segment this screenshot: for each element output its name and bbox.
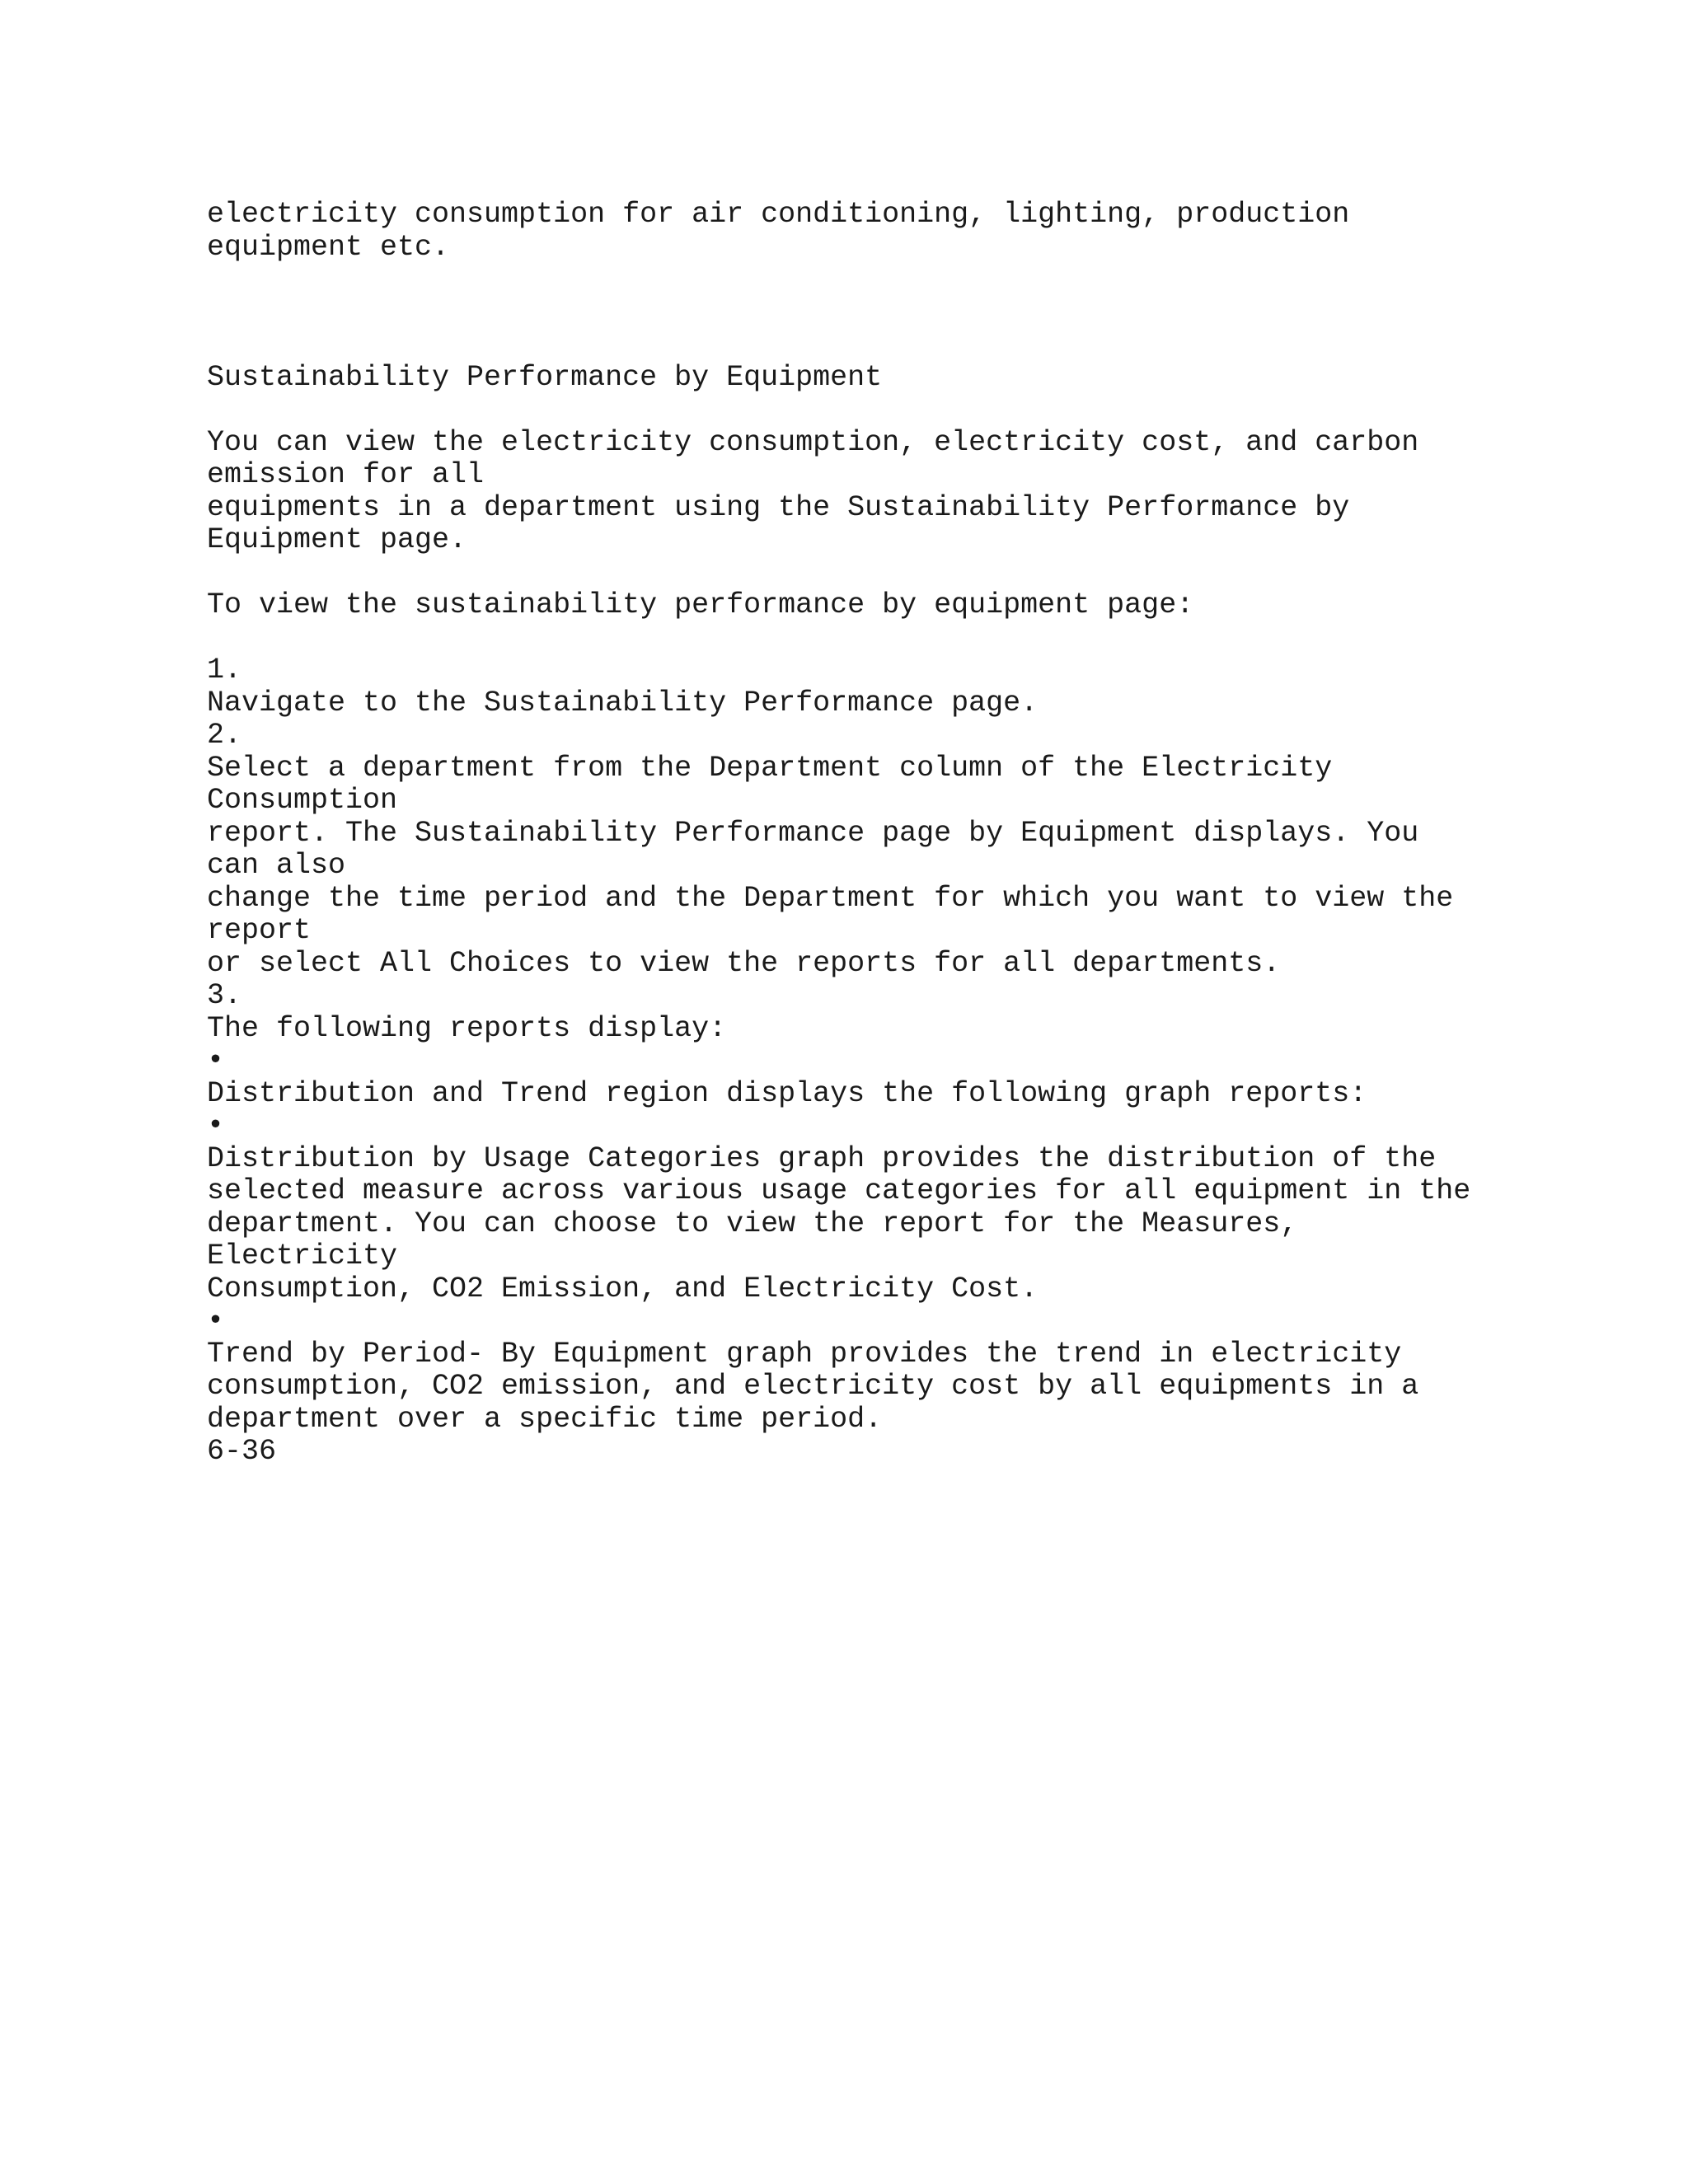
document-body xyxy=(207,199,1559,1469)
step-number: 3. xyxy=(207,979,242,1012)
step-text: report. The Sustainability Performance page by Equipment displays. You xyxy=(207,816,1419,850)
page-number: 6-36 xyxy=(207,1435,277,1468)
description-line: Equipment page. xyxy=(207,523,467,556)
description-line: emission for all xyxy=(207,458,485,491)
step-text: change the time period and the Department for which you want to view the xyxy=(207,881,1454,915)
section-title: Sustainability Performance by Equipment xyxy=(207,360,883,394)
bullet-text: Electricity xyxy=(207,1240,398,1272)
bullet-text: consumption, CO2 emission, and electricity cost by all equipments in a xyxy=(207,1370,1419,1403)
bullet-text: department over a specific time period. xyxy=(207,1402,883,1436)
bullet-text: Distribution by Usage Categories graph provides the distribution of the xyxy=(207,1141,1437,1175)
step-text: report xyxy=(207,914,312,947)
bullet-marker: • xyxy=(207,1305,225,1338)
bullet-text: Trend by Period- By Equipment graph provides the trend in electricity xyxy=(207,1337,1402,1371)
bullet-text: Distribution and Trend region displays the following graph reports: xyxy=(207,1076,1367,1110)
description-line: You can view the electricity consumption, electricity cost, and carbon xyxy=(207,425,1419,459)
step-text: Select a department from the Department column of the Electricity xyxy=(207,751,1333,785)
bullet-marker: • xyxy=(207,1109,225,1142)
step-text: or select All Choices to view the reports for all departments. xyxy=(207,946,1281,980)
bullet-marker: • xyxy=(207,1044,225,1077)
bullet-text: department. You can choose to view the report for the Measures, xyxy=(207,1207,1298,1240)
step-number: 2. xyxy=(207,719,242,752)
intro-line: equipment etc. xyxy=(207,230,450,264)
bullet-text: Consumption, CO2 Emission, and Electricity Cost. xyxy=(207,1272,1039,1305)
description-line: equipments in a department using the Sustainability Performance by xyxy=(207,490,1350,524)
step-text: Consumption xyxy=(207,784,398,817)
bullet-text: selected measure across various usage categories for all equipment in the xyxy=(207,1174,1471,1207)
procedure-intro: To view the sustainability performance by equipment page: xyxy=(207,588,1194,621)
step-text: The following reports display: xyxy=(207,1011,727,1045)
intro-line: electricity consumption for air conditioning, lighting, production xyxy=(207,198,1350,231)
step-number: 1. xyxy=(207,654,242,687)
step-text: Navigate to the Sustainability Performance page. xyxy=(207,686,1039,719)
step-text: can also xyxy=(207,849,346,882)
